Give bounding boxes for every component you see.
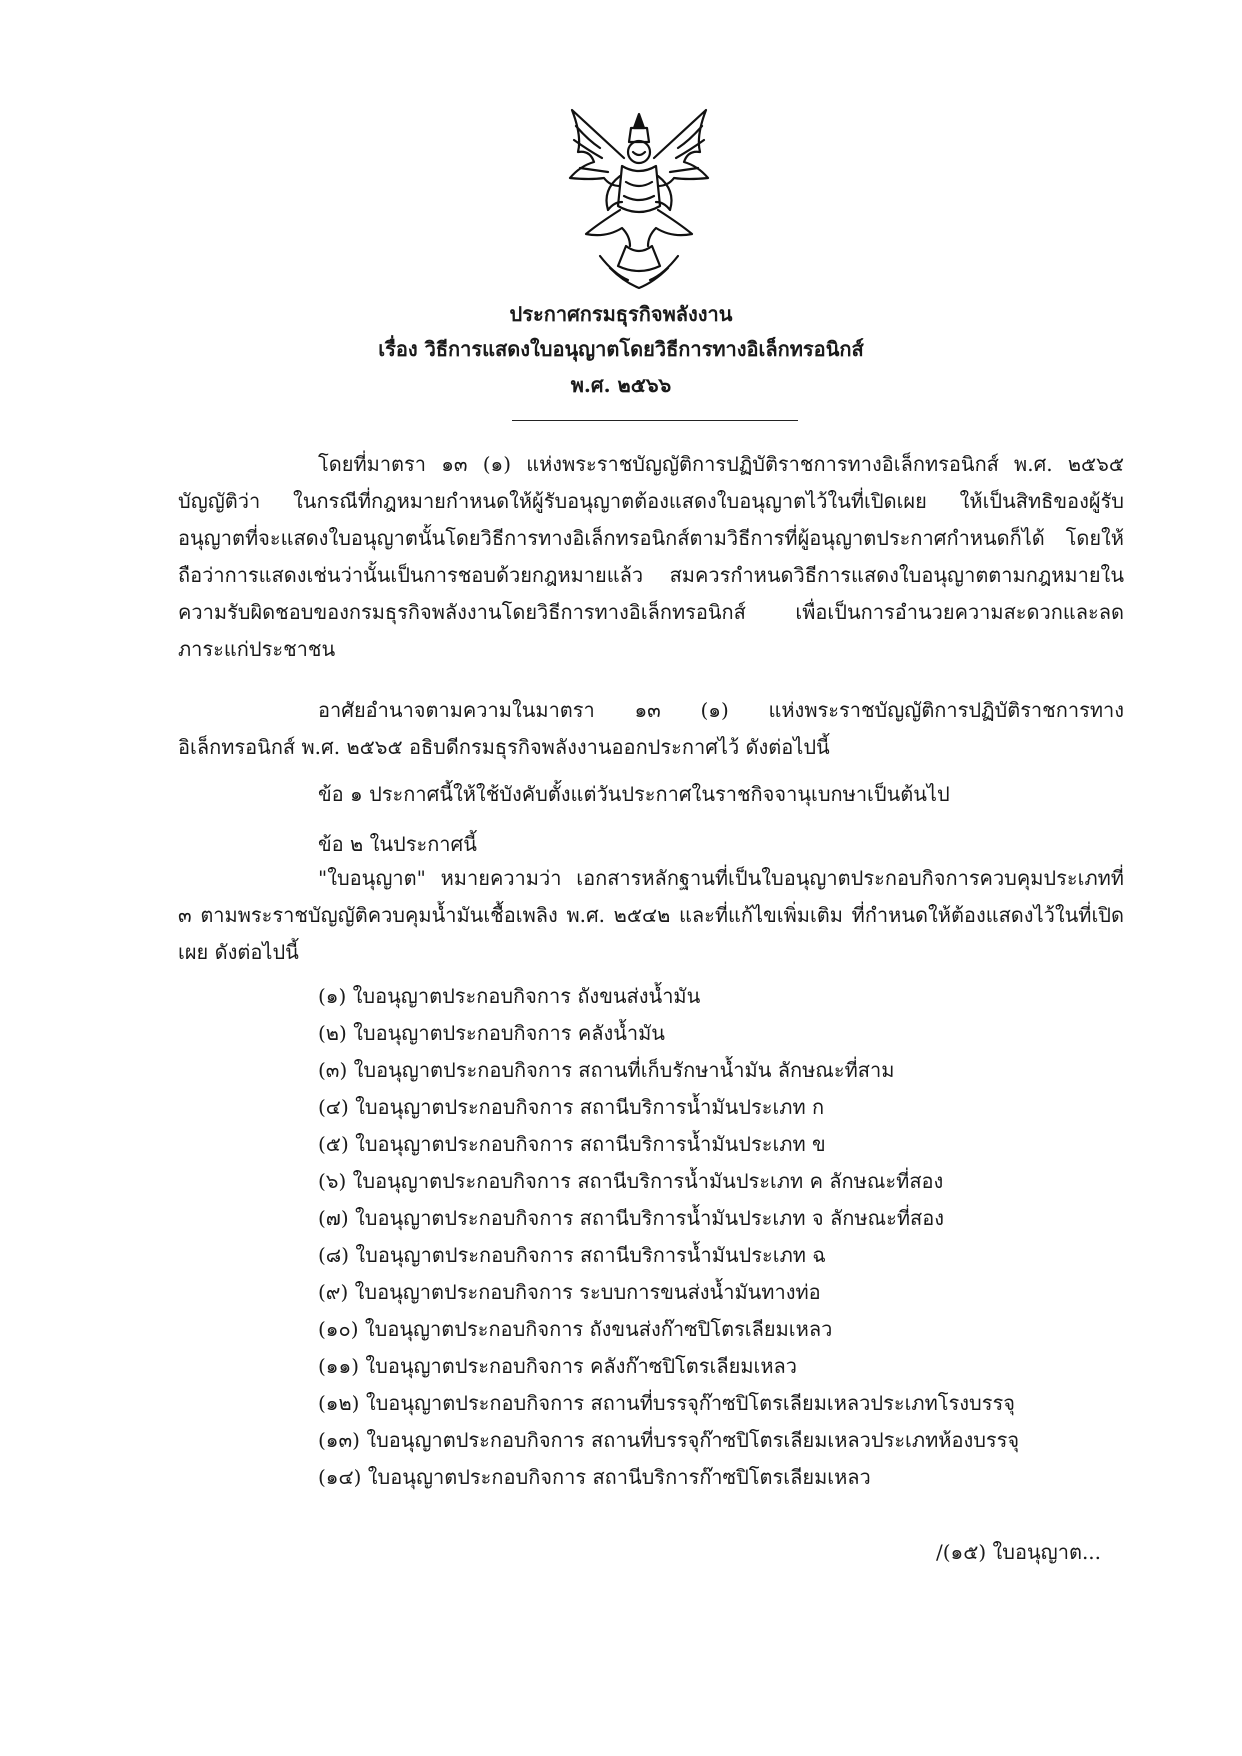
list-item: (๘) ใบอนุญาตประกอบกิจการ สถานีบริการน้ำมันประเภท ฉ [318,1243,826,1267]
list-item: (๔) ใบอนุญาตประกอบกิจการ สถานีบริการน้ำมันประเภท ก [318,1095,825,1119]
list-item: (๑๐) ใบอนุญาตประกอบกิจการ ถังขนส่งก๊าซปิโตรเลียมเหลว [318,1317,833,1341]
title-divider [512,420,798,421]
list-item: (๓) ใบอนุญาตประกอบกิจการ สถานที่เก็บรักษาน้ำมัน ลักษณะที่สาม [318,1058,895,1082]
clause-2: ข้อ ๒ ในประกาศนี้ [318,832,477,856]
garuda-emblem-icon [560,106,718,292]
announcement-title: ประกาศกรมธุรกิจพลังงาน [509,302,733,326]
definition-paragraph: "ใบอนุญาต" หมายความว่า เอกสารหลักฐานที่เป็นใบอนุญาตประกอบกิจการควบคุมประเภทที่ ๓ ตามพระราชบัญญัติควบคุมน้ำมันเชื้อเพลิง พ.ศ. ๒๕๔๒ และที่แก้ไขเพิ่มเติม ที่กำหนดให้ต้องแสดงไว้ในที่เปิดเผย ดังต่อไปนี้ [178,866,1124,964]
list-item: (๑๑) ใบอนุญาตประกอบกิจการ คลังก๊าซปิโตรเลียมเหลว [318,1354,798,1378]
clause-1: ข้อ ๑ ประกาศนี้ให้ใช้บังคับตั้งแต่วันประกาศในราชกิจจานุเบกษาเป็นต้นไป [318,782,950,806]
announcement-subject: เรื่อง วิธีการแสดงใบอนุญาตโดยวิธีการทางอิเล็กทรอนิกส์ [378,337,864,361]
authority-paragraph: อาศัยอำนาจตามความในมาตรา ๑๓ (๑) แห่งพระราชบัญญัติการปฏิบัติราชการทางอิเล็กทรอนิกส์ พ.ศ. ๒๕๖๕ อธิบดีกรมธุรกิจพลังงานออกประกาศไว้ ดังต่อไปนี้ [178,698,1124,759]
list-item: (๒) ใบอนุญาตประกอบกิจการ คลังน้ำมัน [318,1021,665,1045]
continuation-note: /(๑๕) ใบอนุญาต... [936,1540,1102,1564]
list-item: (๙) ใบอนุญาตประกอบกิจการ ระบบการขนส่งน้ำมันทางท่อ [318,1280,821,1304]
list-item: (๑) ใบอนุญาตประกอบกิจการ ถังขนส่งน้ำมัน [318,984,701,1008]
list-item: (๖) ใบอนุญาตประกอบกิจการ สถานีบริการน้ำมันประเภท ค ลักษณะที่สอง [318,1169,944,1193]
list-item: (๗) ใบอนุญาตประกอบกิจการ สถานีบริการน้ำมันประเภท จ ลักษณะที่สอง [318,1206,944,1230]
list-item: (๑๔) ใบอนุญาตประกอบกิจการ สถานีบริการก๊าซปิโตรเลียมเหลว [318,1465,871,1489]
announcement-year: พ.ศ. ๒๕๖๖ [570,373,672,397]
preamble-paragraph: โดยที่มาตรา ๑๓ (๑) แห่งพระราชบัญญัติการปฏิบัติราชการทางอิเล็กทรอนิกส์ พ.ศ. ๒๕๖๕ บัญญัติว่า ในกรณีที่กฎหมายกำหนดให้ผู้รับอนุญาตต้องแสดงใบอนุญาตไว้ในที่เปิดเผย ให้เป็นสิทธิของผู้รับอนุญาตที่จะแสดงใบอนุญาตนั้นโดยวิธีการทางอิเล็กทรอนิกส์ตามวิธีการที่ผู้อนุญาตประกาศกำหนดก็ได้ โดยให้ถือว่าการแสดงเช่นว่านั้นเป็นการชอบด้วยกฎหมายแล้ว สมควรกำหนดวิธีการแสดงใบอนุญาตตามกฎหมายในความรับผิดชอบของกรมธุรกิจพลังงานโดยวิธีการทางอิเล็กทรอนิกส์ เพื่อเป็นการอำนวยความสะดวกและลดภาระแก่ประชาชน [178,452,1124,661]
list-item: (๑๓) ใบอนุญาตประกอบกิจการ สถานที่บรรจุก๊าซปิโตรเลียมเหลวประเภทห้องบรรจุ [318,1428,1020,1452]
list-item: (๕) ใบอนุญาตประกอบกิจการ สถานีบริการน้ำมันประเภท ข [318,1132,826,1156]
list-item: (๑๒) ใบอนุญาตประกอบกิจการ สถานที่บรรจุก๊าซปิโตรเลียมเหลวประเภทโรงบรรจุ [318,1391,1015,1415]
